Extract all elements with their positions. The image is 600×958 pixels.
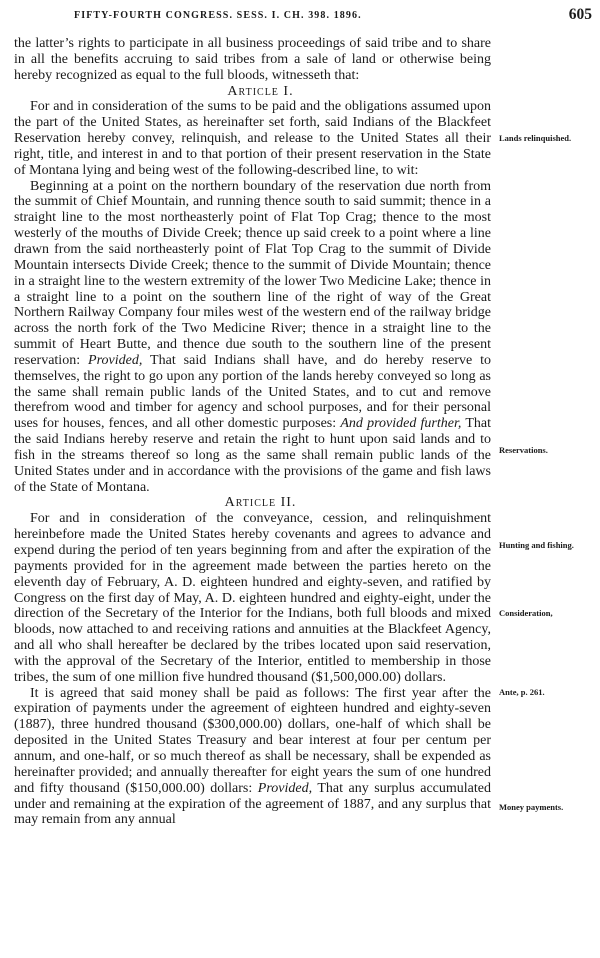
page-number: 605 bbox=[568, 6, 592, 23]
running-head: FIFTY-FOURTH CONGRESS. SESS. I. CH. 398. 1896. bbox=[74, 10, 362, 21]
margin-note-money-payments: Money payments. bbox=[499, 802, 564, 812]
provided-italic: Provided, bbox=[88, 352, 143, 368]
article-2-heading: Article II. bbox=[224, 495, 297, 511]
text-span: That the said Indians hereby reserve and retain the right to hunt upon said lands and to fish in the streams thereof so long as the same shall remain public lands of the United States under and in accordance with the provisions of the game and fish laws of the State of Montana. bbox=[14, 416, 491, 495]
text-span: Beginning at a point on the northern boundary of the reservation due north from the summit of Chief Mountain, and running thence south to said summit; thence in a straight line to the most northeasterly point of Flat Top Crag; thence to the most westerly of the mouths of Divide Creek; thence up said creek to a point where a line drawn from the said northeasterly point of Flat Top Crag to the summit of Divide Mountain intersects Divide Creek; thence to the summit of Divide Mountain; thence in a straight line to the western extremity of the lower Two Medicine Lake; thence in a straight line to a point on the southern line of the right of way of the Great Northern Railway Company four miles west of the western end of the railway bridge across the north fork of the Two Medicine River; thence in a straight line to the summit of Heart Butte, and thence due south to the southern line of the present reservation: bbox=[14, 178, 491, 368]
margin-note-hunting-fishing: Hunting and fishing. bbox=[499, 540, 574, 550]
provided-italic: Provided, bbox=[257, 780, 313, 796]
margin-note-reservations: Reservations. bbox=[499, 445, 548, 455]
article-1-paragraph-2 bbox=[14, 179, 491, 496]
article-1-paragraph-1: For and in consideration of the sums to be paid and the obligations assumed upon the part of the United States, as hereinafter set forth, said Indians of the Blackfeet Reservation hereby convey, relinquish, and release to the United States all their right, title, and interest in and to that portion of their present reservation in the State of Montana lying and being west of the following-described line, to wit: bbox=[14, 99, 491, 178]
article-2-paragraph-1: For and in consideration of the conveyance, cession, and relinquishment hereinbefore made the United States hereby covenants and agrees to advance and expend during the period of ten years beginning from and after the expiration of the payments provided for in the agreement made between the parties hereto on the eleventh day of February, A. D. eighteen hundred and eighty-seven, and ratified by Congress on the first day of May, A. D. eighteen hundred and eighty-eight, under the direction of the Secretary of the Interior for the Indians, both full bloods and mixed bloods, now attached to and receiving rations and annuities at the Blackfeet Agency, and all who shall hereafter be declared by the tribes located upon said reservation, with the approval of the Secretary of the Interior, entitled to membership in those tribes, the sum of one million five hundred thousand ($1,500,000.00) dollars. bbox=[14, 511, 491, 685]
intro-paragraph: the latter’s rights to participate in all business proceedings of said tribe and to share in all the benefits accruing to said tribes from a sale of land or otherwise being hereby recognized as equal to the full bloods, witnesseth that: bbox=[14, 36, 491, 83]
main-text bbox=[14, 36, 491, 828]
running-header bbox=[14, 6, 592, 26]
margin-note-ante: Ante, p. 261. bbox=[499, 687, 545, 697]
provided-further-italic: And provided further, bbox=[340, 416, 462, 432]
text-span: It is agreed that said money shall be paid as follows: The first year after the expiration of payments under the agreement of eighteen hundred and eighty-seven (1887), three hundred thousand ($300,000.00) dollars, one-half of which shall be deposited in the United States Treasury and bear interest at four per centum per annum, and one-half, or so much thereof as shall be necessary, shall be expended as hereinafter provided; and annually thereafter for eight years the sum of one hundred and fifty thousand ($150,000.00) dollars: bbox=[14, 685, 491, 796]
margin-note-consideration: Consideration, bbox=[499, 608, 553, 618]
article-1-heading: Article I. bbox=[227, 83, 294, 99]
margin-note-lands-relinquished: Lands relinquished. bbox=[499, 133, 572, 143]
text-span: That any surplus accumulated under and remaining at the expiration of the agreement of 1887, and any surplus that may remain from any annual bbox=[14, 780, 491, 828]
text-span: That said Indians shall have, and do hereby reserve to themselves, the right to go upon any portion of the lands hereby conveyed so long as the same shall remain public lands of the United States, and to cut and remove therefrom wood and timber for agency and school purposes, and for their personal uses for houses, fences, and all other domestic purposes: bbox=[14, 352, 491, 432]
article-2-paragraph-2 bbox=[14, 686, 491, 829]
